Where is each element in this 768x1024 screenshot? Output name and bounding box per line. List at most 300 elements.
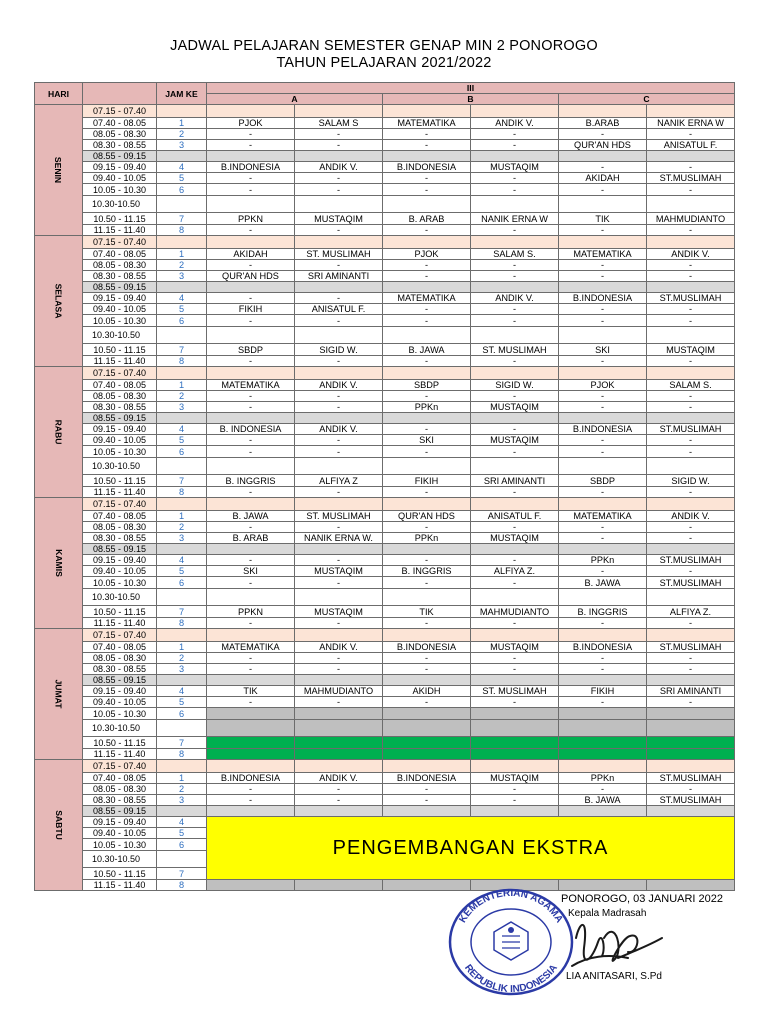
teacher-cell [295,236,383,249]
teacher-cell: - [647,402,735,413]
subject-cell: MATEMATIKA [383,118,471,129]
time-slot: 10.05 - 10.30 [83,708,157,720]
jam-ke-number: 1 [157,511,207,522]
subject-cell: - [559,618,647,629]
teacher-cell: - [471,795,559,806]
teacher-cell: ST.MUSLIMAH [647,293,735,304]
subject-cell: - [383,140,471,151]
jam-ke-number [157,851,207,868]
jam-ke-number: 1 [157,118,207,129]
schedule-row [35,129,735,140]
subject-cell: - [207,356,295,367]
subject-cell [559,589,647,606]
schedule-row [35,533,735,544]
teacher-cell: - [295,391,383,402]
teacher-cell [295,629,383,642]
teacher-cell: SIGID W. [471,380,559,391]
teacher-cell: - [295,315,383,327]
time-slot: 07.15 - 07.40 [83,367,157,380]
teacher-cell [295,151,383,162]
time-slot: 11.15 - 11.40 [83,225,157,236]
subject-cell: - [383,653,471,664]
jam-ke-number: 4 [157,424,207,435]
teacher-cell [647,737,735,749]
subject-cell: - [207,653,295,664]
schedule-row [35,817,735,828]
day-name: RABU [53,419,64,445]
subject-cell [383,196,471,213]
subject-cell: PPKN [207,213,295,225]
teacher-cell: ALFIYA Z [295,475,383,487]
teacher-cell [295,880,383,891]
jam-ke-number: 2 [157,522,207,533]
subject-cell: PPKn [559,773,647,784]
teacher-cell: ANDIK V. [295,380,383,391]
jam-ke-number: 5 [157,697,207,708]
teacher-cell: - [471,653,559,664]
teacher-cell [471,367,559,380]
jam-ke-number: 4 [157,293,207,304]
time-slot: 10.30-10.50 [83,851,157,868]
header-class-b: B [383,94,559,105]
subject-cell: - [559,566,647,577]
subject-cell: MATEMATIKA [383,293,471,304]
subject-cell [207,589,295,606]
subject-cell [383,544,471,555]
teacher-cell: ANDIK V. [295,162,383,173]
subject-cell: PJOK [207,118,295,129]
jam-ke-number: 8 [157,749,207,760]
jam-ke-number: 3 [157,271,207,282]
teacher-cell: MUSTAQIM [471,773,559,784]
subject-cell [207,105,295,118]
teacher-cell [647,749,735,760]
ekstra-activity-block: PENGEMBANGAN EKSTRA [207,817,735,880]
teacher-cell [295,327,383,344]
time-slot: 08.30 - 08.55 [83,140,157,151]
schedule-row [35,697,735,708]
teacher-cell [471,737,559,749]
jam-ke-number: 5 [157,304,207,315]
teacher-cell: - [471,487,559,498]
teacher-cell [647,708,735,720]
jam-ke-number: 6 [157,839,207,851]
subject-cell [559,749,647,760]
subject-cell [207,737,295,749]
header-class-c: C [559,94,735,105]
subject-cell [207,236,295,249]
subject-cell [383,589,471,606]
teacher-cell: MUSTAQIM [295,213,383,225]
day-name: SABTU [53,810,64,840]
day-name: JUMAT [53,679,64,709]
subject-cell: B. JAWA [383,344,471,356]
jam-ke-number [157,458,207,475]
time-slot: 09.15 - 09.40 [83,293,157,304]
teacher-cell: ANDIK V. [647,249,735,260]
time-slot: 10.50 - 11.15 [83,344,157,356]
subject-cell: - [559,129,647,140]
subject-cell [207,720,295,737]
jam-ke-number: 6 [157,577,207,589]
subject-cell: PPKn [383,533,471,544]
schedule-row [35,315,735,327]
schedule-row [35,475,735,487]
subject-cell: B. ARAB [383,213,471,225]
teacher-cell [647,282,735,293]
subject-cell: B. ARAB [207,533,295,544]
time-slot: 11.15 - 11.40 [83,618,157,629]
subject-cell [383,749,471,760]
jam-ke-number: 1 [157,380,207,391]
subject-cell [383,327,471,344]
subject-cell: - [207,225,295,236]
header-class-a: A [207,94,383,105]
time-slot: 08.30 - 08.55 [83,271,157,282]
teacher-cell: ANDIK V. [295,424,383,435]
subject-cell: SKI [559,344,647,356]
time-slot: 09.40 - 10.05 [83,173,157,184]
subject-cell: B.INDONESIA [559,642,647,653]
teacher-cell: - [471,315,559,327]
teacher-cell: - [647,446,735,458]
teacher-cell [295,196,383,213]
jam-ke-number: 4 [157,162,207,173]
schedule-row [35,544,735,555]
teacher-cell [295,806,383,817]
teacher-cell [647,498,735,511]
teacher-cell: - [295,173,383,184]
time-slot: 08.55 - 09.15 [83,282,157,293]
subject-cell: FIKIH [383,475,471,487]
jam-ke-number: 6 [157,315,207,327]
schedule-row [35,140,735,151]
subject-cell [207,806,295,817]
jam-ke-number: 2 [157,129,207,140]
schedule-row [35,236,735,249]
time-slot: 08.30 - 08.55 [83,795,157,806]
jam-ke-number: 3 [157,795,207,806]
time-slot: 10.50 - 11.15 [83,868,157,880]
jam-ke-number: 7 [157,344,207,356]
jam-ke-number: 1 [157,773,207,784]
teacher-cell: - [295,577,383,589]
jam-ke-number [157,413,207,424]
teacher-cell: - [647,566,735,577]
teacher-cell [647,675,735,686]
teacher-cell: MUSTAQIM [647,344,735,356]
teacher-cell: - [647,697,735,708]
teacher-cell: SALAM S. [471,249,559,260]
jam-ke-number: 2 [157,653,207,664]
jam-ke-number [157,236,207,249]
svg-text:REPUBLIK INDONESIA [462,963,560,995]
schedule-row [35,653,735,664]
schedule-row [35,225,735,236]
teacher-cell [471,413,559,424]
subject-cell: SKI [383,435,471,446]
teacher-cell: ST.MUSLIMAH [647,773,735,784]
schedule-row [35,784,735,795]
subject-cell [559,367,647,380]
subject-cell: B.INDONESIA [559,293,647,304]
subject-cell: - [559,184,647,196]
jam-ke-number [157,196,207,213]
subject-cell [383,720,471,737]
subject-cell [383,367,471,380]
time-slot: 10.50 - 11.15 [83,606,157,618]
teacher-cell: SALAM S. [647,380,735,391]
schedule-row [35,720,735,737]
time-slot: 08.05 - 08.30 [83,784,157,795]
teacher-cell [295,413,383,424]
schedule-row [35,327,735,344]
teacher-cell: - [647,225,735,236]
teacher-cell: ST. MUSLIMAH [295,249,383,260]
schedule-row [35,424,735,435]
jam-ke-number: 5 [157,435,207,446]
subject-cell: - [207,140,295,151]
teacher-cell: - [295,293,383,304]
time-slot: 08.05 - 08.30 [83,522,157,533]
subject-cell [207,708,295,720]
teacher-cell: - [471,555,559,566]
subject-cell: - [207,173,295,184]
subject-cell: - [559,697,647,708]
subject-cell: - [207,487,295,498]
schedule-row [35,402,735,413]
subject-cell [207,760,295,773]
teacher-cell: NANIK ERNA W [471,213,559,225]
schedule-row [35,749,735,760]
jam-ke-number [157,544,207,555]
schedule-row [35,773,735,784]
schedule-row [35,173,735,184]
jam-ke-number: 7 [157,606,207,618]
subject-cell [383,413,471,424]
time-slot: 08.05 - 08.30 [83,391,157,402]
schedule-title: JADWAL PELAJARAN SEMESTER GENAP MIN 2 PONOROGO [170,38,598,54]
schedule-row [35,458,735,475]
subject-cell [207,880,295,891]
schedule-row [35,105,735,118]
teacher-cell: - [295,697,383,708]
teacher-cell [647,880,735,891]
subject-cell [383,737,471,749]
teacher-cell: - [471,664,559,675]
teacher-cell [471,806,559,817]
time-slot: 07.40 - 08.05 [83,511,157,522]
schedule-row [35,118,735,129]
time-slot: 09.40 - 10.05 [83,697,157,708]
subject-cell: - [383,184,471,196]
subject-cell: - [207,315,295,327]
schedule-row [35,196,735,213]
subject-cell [559,806,647,817]
teacher-cell [471,498,559,511]
subject-cell: - [383,577,471,589]
subject-cell: - [559,162,647,173]
schedule-row [35,151,735,162]
teacher-cell: - [295,784,383,795]
subject-cell [207,196,295,213]
teacher-cell: - [295,795,383,806]
teacher-cell: - [295,129,383,140]
time-slot: 10.30-10.50 [83,458,157,475]
jam-ke-number: 2 [157,784,207,795]
subject-cell: - [207,555,295,566]
subject-cell: TIK [207,686,295,697]
svg-text:KEMENTERIAN AGAMA [457,888,564,925]
jam-ke-number: 2 [157,260,207,271]
schedule-row [35,344,735,356]
subject-cell: - [559,435,647,446]
subject-cell: B. INGGRIS [207,475,295,487]
subject-cell: SBDP [207,344,295,356]
time-slot: 10.30-10.50 [83,720,157,737]
subject-cell: B.INDONESIA [383,162,471,173]
teacher-cell [471,327,559,344]
jam-ke-number: 4 [157,817,207,828]
school-stamp-seal [446,886,576,996]
time-slot: 07.15 - 07.40 [83,105,157,118]
schedule-row [35,589,735,606]
teacher-cell: MAHMUDIANTO [471,606,559,618]
schedule-row [35,675,735,686]
teacher-cell [471,196,559,213]
subject-cell: - [559,487,647,498]
jam-ke-number [157,806,207,817]
subject-cell [383,498,471,511]
jam-ke-number [157,720,207,737]
jam-ke-number: 7 [157,213,207,225]
subject-cell: B. JAWA [207,511,295,522]
teacher-cell: ST.MUSLIMAH [647,424,735,435]
teacher-cell [647,327,735,344]
teacher-cell: - [647,533,735,544]
subject-cell [207,282,295,293]
signature-position: Kepala Madrasah [568,908,647,919]
teacher-cell: - [647,356,735,367]
teacher-cell: ANDIK V. [295,642,383,653]
teacher-cell [647,589,735,606]
teacher-cell [647,760,735,773]
subject-cell: - [207,184,295,196]
subject-cell: B. JAWA [559,577,647,589]
time-slot: 08.30 - 08.55 [83,664,157,675]
subject-cell [383,151,471,162]
teacher-cell [471,720,559,737]
teacher-cell: - [647,653,735,664]
schedule-row [35,629,735,642]
teacher-cell: MUSTAQIM [471,162,559,173]
teacher-cell: ANDIK V. [647,511,735,522]
teacher-cell: NANIK ERNA W. [295,533,383,544]
time-slot: 10.05 - 10.30 [83,446,157,458]
teacher-cell [295,544,383,555]
schedule-row [35,249,735,260]
subject-cell [383,629,471,642]
subject-cell: - [559,402,647,413]
teacher-cell: - [647,260,735,271]
teacher-cell [295,675,383,686]
time-slot: 09.15 - 09.40 [83,555,157,566]
subject-cell [559,498,647,511]
teacher-cell: - [647,315,735,327]
time-slot: 08.05 - 08.30 [83,129,157,140]
header-grade: III [207,83,735,94]
subject-cell: - [383,795,471,806]
schedule-row [35,184,735,196]
schedule-row [35,880,735,891]
time-slot: 08.05 - 08.30 [83,653,157,664]
subject-cell [383,760,471,773]
subject-cell [207,675,295,686]
teacher-cell: - [295,487,383,498]
subject-cell: - [383,522,471,533]
subject-cell: - [559,225,647,236]
teacher-cell: - [471,260,559,271]
time-slot: 07.15 - 07.40 [83,629,157,642]
teacher-cell: - [295,140,383,151]
subject-cell [559,458,647,475]
teacher-cell: SRI AMINANTI [295,271,383,282]
teacher-cell: ST.MUSLIMAH [647,795,735,806]
teacher-cell: MUSTAQIM [471,642,559,653]
time-slot: 11.15 - 11.40 [83,880,157,891]
subject-cell: - [383,784,471,795]
schedule-row [35,664,735,675]
teacher-cell: - [471,184,559,196]
subject-cell: - [207,260,295,271]
subject-cell [559,327,647,344]
teacher-cell: ALFIYA Z. [471,566,559,577]
schedule-row [35,522,735,533]
teacher-cell: - [471,697,559,708]
teacher-cell: ST.MUSLIMAH [647,642,735,653]
time-slot: 08.55 - 09.15 [83,151,157,162]
teacher-cell: - [647,271,735,282]
schedule-row [35,577,735,589]
signature-name: LIA ANITASARI, S.Pd [566,971,662,982]
jam-ke-number: 3 [157,402,207,413]
subject-cell: - [207,446,295,458]
time-slot: 07.40 - 08.05 [83,642,157,653]
day-label-cell [35,236,83,367]
schedule-row [35,304,735,315]
teacher-cell [647,458,735,475]
header-time [83,83,157,105]
teacher-cell: SIGID W. [647,475,735,487]
time-slot: 10.50 - 11.15 [83,213,157,225]
subject-cell [383,458,471,475]
stamp-emblem [494,922,528,960]
time-slot: 08.05 - 08.30 [83,260,157,271]
day-label-cell [35,760,83,891]
teacher-cell: - [471,304,559,315]
teacher-cell [647,629,735,642]
schedule-row [35,806,735,817]
teacher-cell: - [471,784,559,795]
subject-cell: - [207,618,295,629]
time-slot: 10.30-10.50 [83,327,157,344]
teacher-cell [647,151,735,162]
subject-cell: - [559,664,647,675]
jam-ke-number: 5 [157,173,207,184]
subject-cell: - [559,356,647,367]
time-slot: 11.15 - 11.40 [83,487,157,498]
teacher-cell: MUSTAQIM [295,566,383,577]
